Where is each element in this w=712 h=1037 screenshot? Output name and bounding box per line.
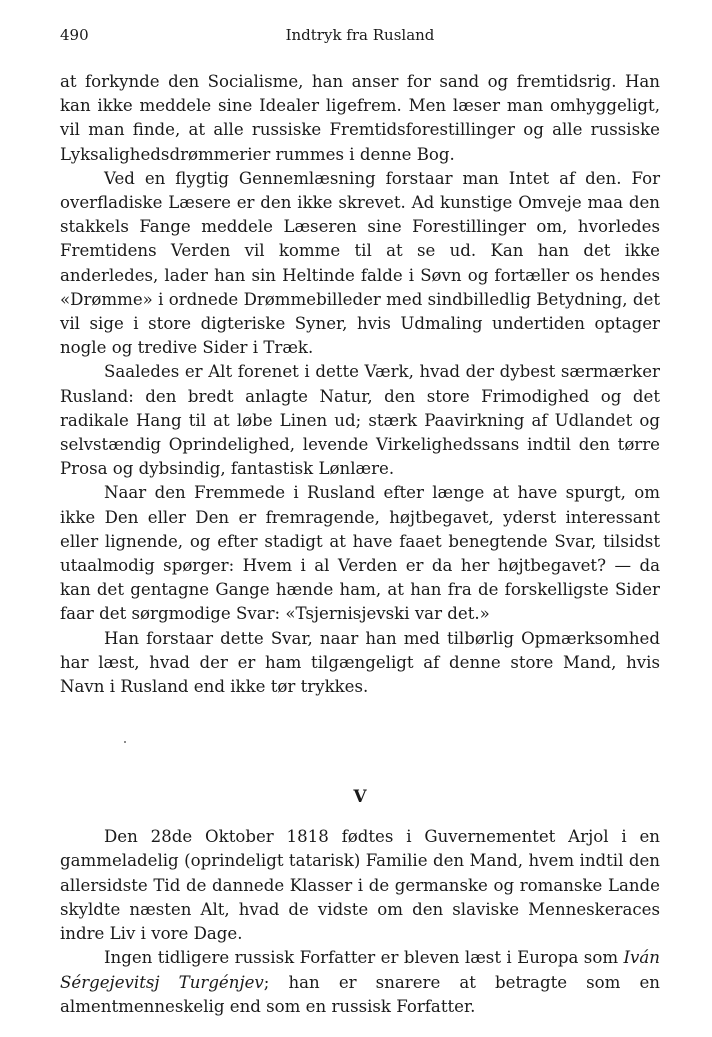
- paragraph-3: Saaledes er Alt forenet i dette Værk, hvad der dybest særmærker Rusland: den bredt anlagte Natur, den store Frimodighed og det radikale Hang til at løbe Linen ud; stærk Paavirkning af Udlandet og selvstændig Oprindelighed, levende Virkelighedssans indtil den tørre Prosa og dybsindig, fantastisk Lønlære.: [60, 362, 660, 479]
- paragraph-5: Han forstaar dette Svar, naar han med tilbørlig Opmærksomhed har læst, hvad der er ham tilgængeligt af denne store Mand, hvis Navn i Rusland end ikke tør trykkes.: [60, 628, 660, 697]
- book-page: [60, 26, 660, 1019]
- author-name: Iván Sérgejevitsj Turgénjev: [60, 948, 660, 992]
- print-speck: [124, 741, 126, 743]
- section-paragraph-2-end: ; han er snarere at betragte som en almentmenneskelig end som en russisk Forfatter.: [60, 972, 660, 1016]
- section-paragraph-1: Den 28de Oktober 1818 fødtes i Guvernementet Arjol i en gammeladelig (oprindeligt tatarisk) Familie den Mand, hvem indtil den allersidste Tid de dannede Klasser i de germanske og romanske Lande skyldte næsten Alt, hvad de vidste om den slaviske Menneskeraces indre Liv i vore Dage.: [60, 827, 660, 944]
- paragraph-4: Naar den Fremmede i Rusland efter længe at have spurgt, om ikke Den eller Den er fremragende, højtbegavet, yderst interessant eller lignende, og efter stadigt at have faaet benegtende Svar, tilsidst utaalmodig spørger: Hvem i al Verden er da her højtbegavet? — da kan det gentagne Gange hænde ham, at han fra de forskelligste Sider faar det sørgmodige Svar: «Tsjernisjevski var det.»: [60, 483, 660, 624]
- section-paragraph-2: [60, 946, 660, 1019]
- running-title: Indtryk fra Rusland: [285, 26, 435, 44]
- paragraph-2: Ved en flygtig Gennemlæsning forstaar man Intet af den. For overfladiske Læsere er den ikke skrevet. Ad kunstige Omveje maa den stakkels Fange meddele Læseren sine Forestillinger om, hvorledes Fremtidens Verden vil komme til at se ud. Kan han det ikke anderledes, lader han sin Heltinde falde i Søvn og fortæller os hendes «Drømme» i ordnede Drømmebilleder med sindbilledlig Betydning, det vil sige i store digteriske Syner, hvis Udmaling undertiden optager nogle og tredive Sider i Træk.: [60, 168, 660, 358]
- section-gap: [60, 699, 660, 785]
- running-header: [60, 26, 660, 56]
- paragraph-1: at forkynde den Socialisme, han anser for sand og fremtidsrig. Han kan ikke meddele sine Idealer ligefrem. Men læser man omhyggeligt, vil man finde, at alle russiske Fremtidsforestillinger og alle russiske Lyksalighedsdrømmerier rummes i denne Bog.: [60, 72, 660, 164]
- page-number: 490: [60, 26, 89, 44]
- section-heading: V: [353, 787, 367, 808]
- section-paragraph-2-start: Ingen tidligere russisk Forfatter er bleven læst i Europa som: [104, 948, 624, 968]
